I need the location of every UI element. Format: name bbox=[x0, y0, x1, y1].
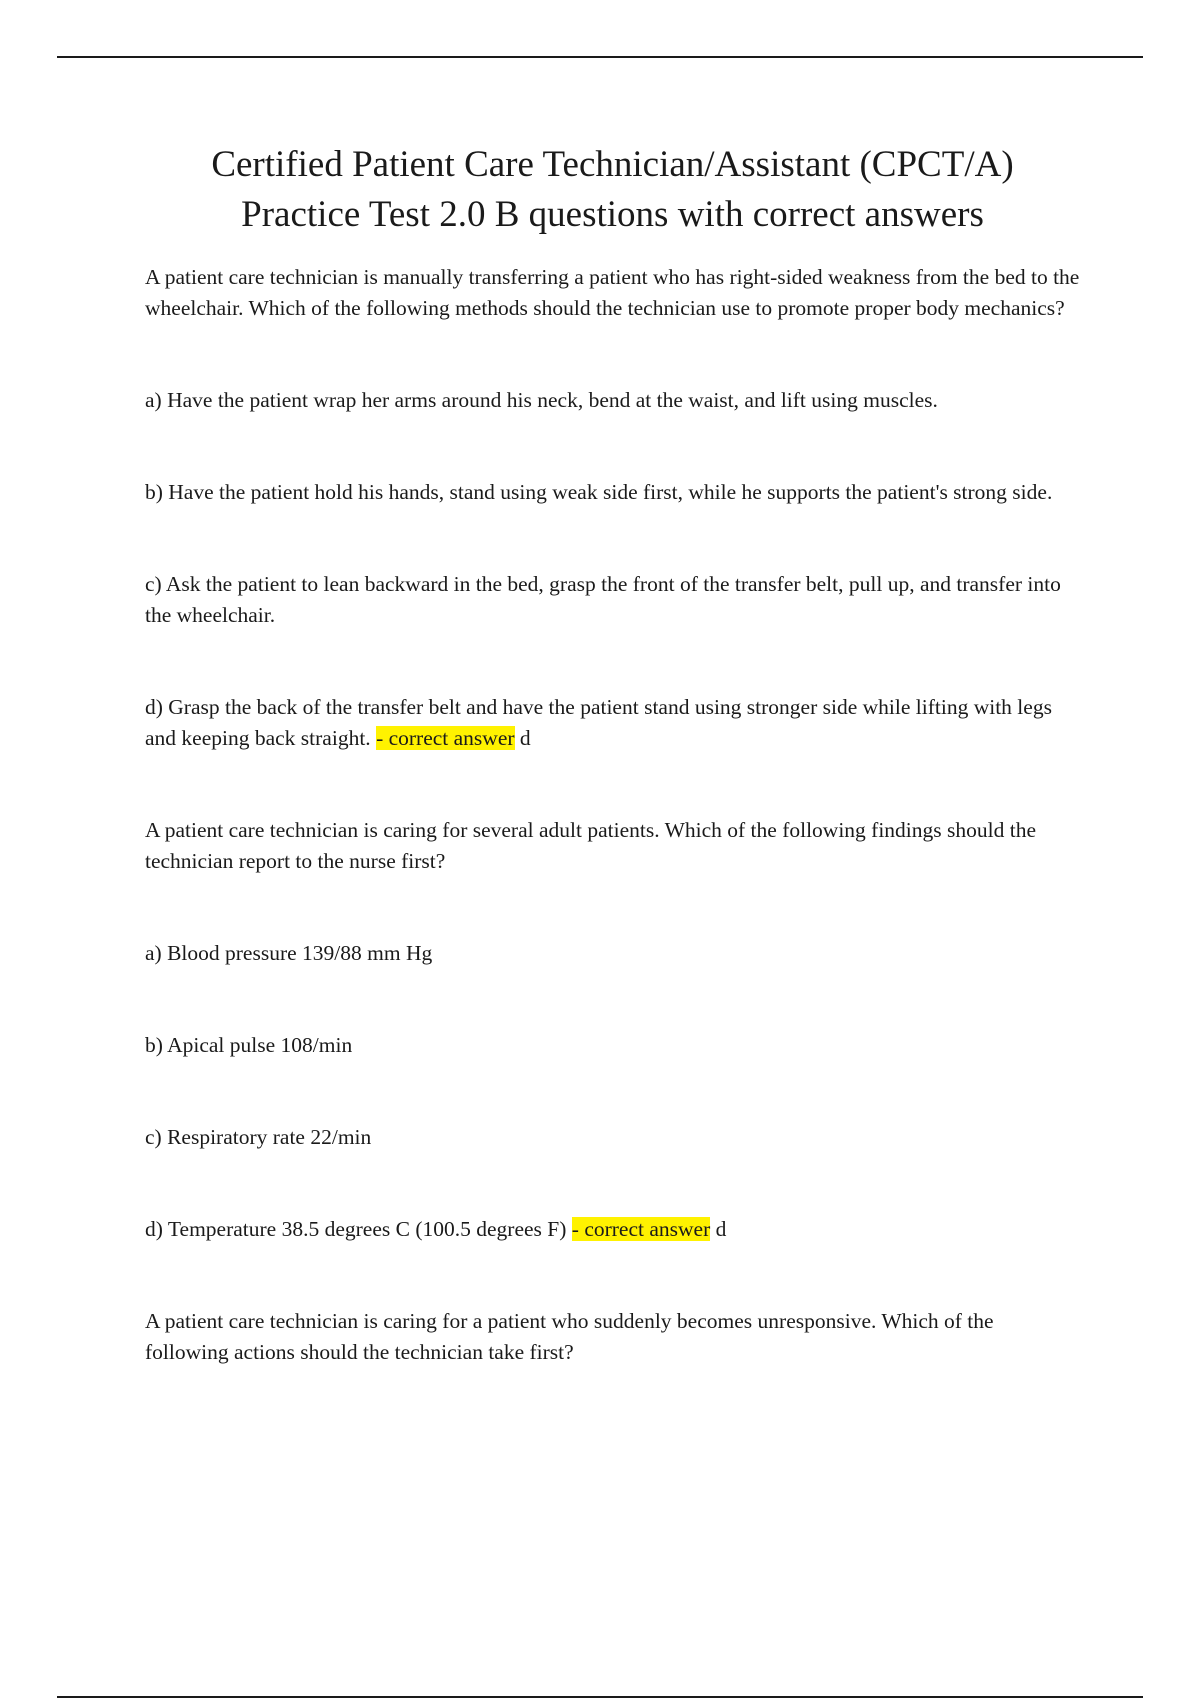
question-2-option-d-text: d) Temperature 38.5 degrees C (100.5 degrees F) bbox=[145, 1217, 567, 1241]
question-2-stem: A patient care technician is caring for several adult patients. Which of the following findings should the technician report to the nurse first? bbox=[145, 818, 1037, 873]
question-1-option-c: c) Ask the patient to lean backward in the bed, grasp the front of the transfer belt, pull up, and transfer into the wheelchair. bbox=[145, 572, 1061, 627]
correct-answer-marker: - correct answer bbox=[571, 1217, 711, 1241]
header-rule bbox=[57, 56, 1143, 58]
footer-rule bbox=[57, 1696, 1143, 1698]
question-3-stem: A patient care technician is caring for a patient who suddenly becomes unresponsive. Which of the following actions should the technician take first? bbox=[145, 1309, 994, 1364]
question-1-option-a: a) Have the patient wrap her arms around his neck, bend at the waist, and lift using muscles. bbox=[145, 388, 938, 412]
correct-answer-marker: - correct answer bbox=[376, 726, 515, 750]
document-title bbox=[85, 140, 1140, 240]
document-page bbox=[145, 140, 1080, 1368]
question-2-option-a: a) Blood pressure 139/88 mm Hg bbox=[145, 941, 433, 965]
question-2-option-b: b) Apical pulse 108/min bbox=[145, 1033, 353, 1057]
question-1-answer: d bbox=[519, 726, 531, 750]
question-1-option-d-text: d) Grasp the back of the transfer belt and have the patient stand using stronger side while lifting with legs and keeping back straight. bbox=[145, 695, 1052, 750]
question-1-option-b: b) Have the patient hold his hands, stand using weak side first, while he supports the patient's strong side. bbox=[145, 480, 1053, 504]
question-1-stem: A patient care technician is manually transferring a patient who has right-sided weakness from the bed to the wheelchair. Which of the following methods should the technician use to promote proper body mechanics? bbox=[145, 265, 1080, 320]
title-line-2: Practice Test 2.0 B questions with correct answers bbox=[241, 194, 984, 235]
question-2-answer: d bbox=[715, 1217, 727, 1241]
question-2-option-d bbox=[145, 1214, 1080, 1245]
question-1-option-d bbox=[145, 692, 1080, 754]
title-line-1: Certified Patient Care Technician/Assistant (CPCT/A) bbox=[211, 144, 1014, 185]
question-2-option-c: c) Respiratory rate 22/min bbox=[145, 1125, 372, 1149]
